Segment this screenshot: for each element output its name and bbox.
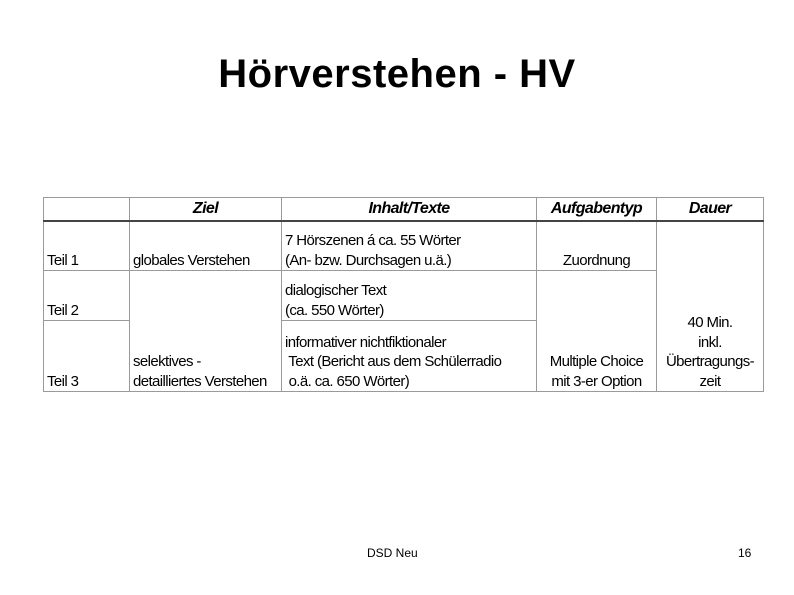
- teil3-aufgabentyp-line1: Multiple Choice: [549, 353, 644, 370]
- dauer-cell: [657, 221, 764, 391]
- table-row-teil2: [44, 271, 764, 321]
- teil3-inhalt: [282, 321, 537, 392]
- header-cell-ziel: Ziel: [130, 198, 282, 222]
- dauer-line3: Übertragungs-: [665, 353, 755, 370]
- header-cell-aufgabentyp: Aufgabentyp: [537, 198, 657, 222]
- teil3-ziel-line2: detailliertes Verstehen: [133, 372, 267, 390]
- teil3-inhalt-line1: informativer nichtfiktionaler: [285, 333, 447, 351]
- teil2-label: Teil 2: [44, 271, 130, 321]
- teil1-inhalt: [282, 221, 537, 271]
- footer-center-text: DSD Neu: [367, 546, 418, 560]
- teil3-label: Teil 3: [44, 321, 130, 392]
- slide-title: Hörverstehen - HV: [218, 52, 576, 96]
- teil1-aufgabentyp: Zuordnung: [537, 221, 657, 271]
- dauer-line2: inkl.: [698, 333, 722, 351]
- teil2-inhalt: [282, 271, 537, 321]
- teil23-aufgabentyp: [537, 271, 657, 392]
- teil1-label: Teil 1: [44, 221, 130, 271]
- teil2-inhalt-line1: dialogischer Text: [285, 282, 387, 300]
- dauer-line4: zeit: [699, 372, 721, 390]
- header-cell-dauer: Dauer: [657, 198, 764, 222]
- teil2-inhalt-line2: (ca. 550 Wörter): [285, 301, 384, 319]
- teil3-aufgabentyp-line2: mit 3-er Option: [551, 372, 642, 390]
- dauer-line1: 40 Min.: [687, 314, 733, 331]
- table-header-row: [44, 198, 764, 222]
- teil1-inhalt-line1: 7 Hörszenen á ca. 55 Wörter: [285, 232, 461, 250]
- teil1-inhalt-line2: (An- bzw. Durchsagen u.ä.): [285, 251, 452, 269]
- teil3-inhalt-line2: Text (Bericht aus dem Schülerradio: [285, 353, 502, 370]
- teil3-inhalt-line3: o.ä. ca. 650 Wörter): [285, 372, 410, 390]
- header-cell-inhalt: Inhalt/Texte: [282, 198, 537, 222]
- table-row-teil1: [44, 221, 764, 271]
- teil23-ziel: [130, 271, 282, 392]
- page-number: 16: [738, 546, 752, 560]
- header-cell-empty: [44, 198, 130, 222]
- teil3-ziel-line1: selektives -: [133, 353, 201, 370]
- exam-structure-table: [43, 197, 764, 392]
- teil1-ziel: globales Verstehen: [130, 221, 282, 271]
